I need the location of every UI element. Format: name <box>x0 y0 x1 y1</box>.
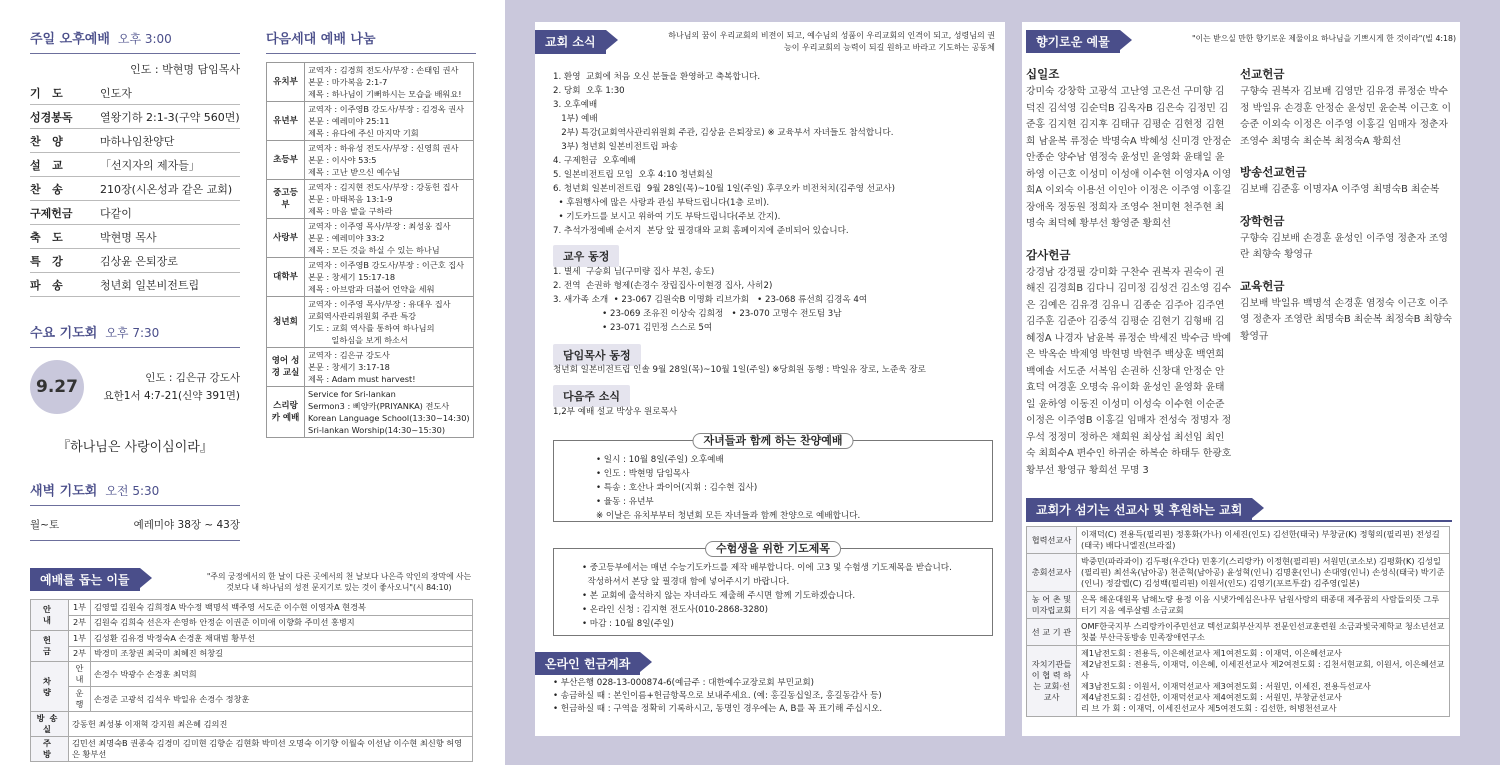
nextgen-line: 본문 : 창세기 15:17-18 <box>308 272 396 282</box>
wednesday-leader: 인도 : 김은규 강도사 <box>145 372 240 384</box>
order-value: 청년회 일본비전트립 <box>100 278 200 292</box>
nextgen-line: 교역자 : 김지현 전도사/부장 : 강동헌 집사 <box>308 182 459 192</box>
nextgen-line: 본문 : 마가복음 2:1-7 <box>308 77 388 87</box>
order-row <box>30 129 240 153</box>
nextgen-title: 다음세대 예배 나눔 <box>266 32 376 47</box>
helpers-category: 주 방 <box>31 737 69 762</box>
family-worship-title: 자녀들과 함께 하는 찬양예배 <box>693 433 854 449</box>
list-item: 3. 오후예배 <box>553 100 598 110</box>
sunday-pm-title: 주일 오후예배 <box>30 32 110 47</box>
dawn-time: 오전 5:30 <box>105 484 160 498</box>
nextgen-line: 일하심을 보게 하소서 <box>308 335 408 345</box>
nextgen-line: 본문 : 예레미야 33:2 <box>308 233 385 243</box>
nextgen-details <box>305 219 474 258</box>
missions-title: 교회가 섬기는 선교사 및 후원하는 교회 <box>1026 498 1252 521</box>
list-item: • 23-069 조유진 이상숙 김희정 • 23-070 고명수 전도팀 3남 <box>553 309 842 319</box>
order-label: 축 도 <box>30 230 63 244</box>
nextgen-dept: 유치부 <box>267 63 305 102</box>
sunday-pm-heading <box>30 28 240 47</box>
order-value: 「선지자의 제자들」 <box>100 158 200 172</box>
offering-heading: 십일조 <box>1026 67 1060 81</box>
nextgen-line: Sermon3 : 삐양카(PRIYANKA) 전도사 <box>308 401 450 411</box>
helpers-names: 김성환 김유경 박정숙A 손경훈 채대범 황부선 <box>91 631 473 647</box>
list-item: 1. 별세 구승회 님(구미량 집사 부친, 송도) <box>553 267 715 277</box>
exam-prayer-box <box>553 542 993 636</box>
helpers-sub: 2부 <box>69 615 91 631</box>
helpers-sub: 1부 <box>69 631 91 647</box>
offering-names: 구향숙 김보배 손경훈 윤성인 이주영 정춘자 조영란 최향숙 황영규 <box>1240 232 1448 260</box>
wednesday-time: 오후 7:30 <box>105 326 160 340</box>
helpers-category: 방송실 <box>31 712 69 737</box>
mission-key: 총회선교사 <box>1027 554 1077 592</box>
offering-group <box>1240 66 1456 150</box>
offering-group <box>1026 247 1232 480</box>
helpers-title: 예배를 돕는 이들 <box>30 568 140 591</box>
nextgen-details <box>305 297 474 348</box>
helpers-sub: 운행 <box>69 687 91 712</box>
pastor-text: 청년회 일본비전트립 인솔 9월 28일(목)~10월 1일(주일) ※당회원 동행 : 박일유 장로, 노준욱 장로 <box>553 365 926 375</box>
mission-row <box>1027 592 1450 619</box>
order-label: 기 도 <box>30 86 63 100</box>
offering-group <box>1240 213 1456 264</box>
list-item: • 본 교회에 출석하지 않는 자녀라도 제출해 주시면 함께 기도하겠습니다. <box>582 591 856 601</box>
nextgen-line: 교역자 : 하유성 전도사/부장 : 신영희 권사 <box>308 143 459 153</box>
helpers-names: 강동헌 최성봉 이재혁 강지원 최은혜 김의진 <box>69 712 473 737</box>
offering-names: 김보배 김준홍 이명자A 이주영 최명숙B 최순복 <box>1240 184 1440 195</box>
offerings-right <box>1240 66 1456 359</box>
nextgen-dept: 청년회 <box>267 297 305 348</box>
mission-key: 선 교 기 관 <box>1027 619 1077 646</box>
list-item: 3부) 청년회 일본비전트립 파송 <box>553 142 678 152</box>
list-item: • 온라인 신청 : 김지현 전도사(010-2868-3280) <box>582 605 768 615</box>
list-item: • 인도 : 박현명 담임목사 <box>596 469 690 479</box>
sunday-pm-section <box>30 28 240 297</box>
order-label: 찬 송 <box>30 182 63 196</box>
list-item: • 마감 : 10월 8일(주일) <box>582 619 674 629</box>
nextgen-line: 교역자 : 김은규 강도사 <box>308 350 390 360</box>
nextgen-row <box>267 63 474 102</box>
mission-key: 농 어 촌 및 미자립교회 <box>1027 592 1077 619</box>
nextgen-details <box>305 102 474 141</box>
order-label: 찬 양 <box>30 134 63 148</box>
nextgen-line: 교역자 : 이주영 목사/부장 : 최성웅 집사 <box>308 221 451 231</box>
list-item: • 헌금하실 때 : 구역을 정확히 기록하시고, 동명인 경우에는 A, B를 꼭 표기해 주십시오. <box>553 704 883 714</box>
mission-row <box>1027 554 1450 592</box>
nextgen-line: Korean Language School(13:30~14:30) <box>308 413 470 423</box>
nextgen-dept: 초등부 <box>267 141 305 180</box>
list-item: • 부산은행 028-13-000874-6(예금주 : 대한예수교장로회 부민교회) <box>553 678 814 688</box>
mission-row <box>1027 619 1450 646</box>
list-item: ※ 이날은 유치부부터 청년회 모든 자녀들과 함께 찬양으로 예배합니다. <box>596 511 861 521</box>
nextgen-dept: 영어 성경 교실 <box>267 348 305 387</box>
nextgen-line: 교역자 : 김경희 전도사/부장 : 손태임 권사 <box>308 65 459 75</box>
list-item: • 일시 : 10월 8일(주일) 오후예배 <box>596 455 724 465</box>
nextgen-line: 본문 : 예레미야 25:11 <box>308 116 390 126</box>
nextgen-dept: 스리랑카 예배 <box>267 387 305 438</box>
helpers-row <box>31 687 473 712</box>
helpers-names: 김민선 최명숙B 권종숙 김경미 김미현 김향순 김현화 박미선 오명숙 이기향 이월숙 이선남 이수현 최신향 허영은 황부선 <box>69 737 473 762</box>
helpers-sub: 안내 <box>69 662 91 687</box>
sunday-pm-order <box>30 81 240 297</box>
order-row <box>30 105 240 129</box>
nextgen-line: 제목 : 모든 것을 하실 수 있는 하나님 <box>308 245 440 255</box>
order-label: 파 송 <box>30 278 63 292</box>
helpers-category: 안 내 <box>31 600 69 631</box>
list-item: • 기도카드를 보시고 위하여 기도 부탁드립니다(주보 간지). <box>553 212 781 222</box>
list-item: • 율동 : 유년부 <box>596 497 654 507</box>
helpers-row <box>31 631 473 647</box>
nextgen-line: 본문 : 마태복음 13:1-9 <box>308 194 393 204</box>
offering-group <box>1240 278 1456 346</box>
helpers-quote: "주의 궁정에서의 한 날이 다른 곳에서의 천 날보다 나은즉 악인의 장막에 사는 것보다 내 하나님의 성전 문지기로 있는 것이 좋사오니"(시 84:10) <box>206 572 472 592</box>
nextgen-line: Sri-lankan Worship(14:30~15:30) <box>308 425 446 435</box>
dawn-days: 월~토 <box>30 519 60 531</box>
offering-heading: 선교헌금 <box>1240 67 1285 81</box>
helpers-row <box>31 600 473 616</box>
order-label: 특 강 <box>30 254 63 268</box>
nextgen-table <box>266 62 474 438</box>
offerings-left <box>1026 66 1232 493</box>
nextgen-line: 제목 : Adam must harvest! <box>308 374 416 384</box>
missions-table <box>1026 526 1450 717</box>
mission-value: 은목 해운대원목 남해노량 용정 이음 시냇가에심은나무 남원사랑의 태종대 제주꿈의 사람들의뜻 그루터기 지음 예루살렘 소금교회 <box>1077 592 1450 619</box>
list-item: 1. 환영 교회에 처음 오신 분들을 환영하고 축복합니다. <box>553 72 761 82</box>
list-item: 4. 구제헌금 오후예배 <box>553 156 636 166</box>
nextgen-dept: 유년부 <box>267 102 305 141</box>
sunday-pm-leader: 인도 : 박현명 담임목사 <box>130 63 240 76</box>
nextgen-line: 교회역사관리위원회 주관 특강 <box>308 311 417 321</box>
nextgen-details <box>305 180 474 219</box>
helpers-row <box>31 662 473 687</box>
list-item: 6. 청년회 일본비전트립 9월 28일(목)~10월 1일(주일) 후쿠오카 비전처치(김주영 선교사) <box>553 184 895 194</box>
nextgen-details <box>305 348 474 387</box>
nextgen-line: 본문 : 창세기 3:17-18 <box>308 362 390 372</box>
nextgen-dept: 사랑부 <box>267 219 305 258</box>
order-label: 구제헌금 <box>30 206 73 220</box>
offering-group <box>1026 66 1232 233</box>
mission-key: 자치기관들이 협 력 하 는 교회·선교사 <box>1027 646 1077 717</box>
offering-heading: 방송선교헌금 <box>1240 165 1307 179</box>
helpers-row <box>31 712 473 737</box>
nextgen-details <box>305 141 474 180</box>
list-item: 1부) 예배 <box>553 114 598 124</box>
nextgen-dept: 대학부 <box>267 258 305 297</box>
order-row <box>30 177 240 201</box>
nextgen-line: 제목 : 마음 밭을 구하라 <box>308 206 393 216</box>
helpers-sub: 1부 <box>69 600 91 616</box>
mission-value: OMF한국지부 스리랑카이주민선교 텍선교회부산지부 전문인선교훈련원 소금과빛국제학교 청소년선교첫불 부산극동방송 민족장애연구소 <box>1077 619 1450 646</box>
order-row <box>30 273 240 297</box>
nextgen-details <box>305 387 474 438</box>
helpers-names: 손경수 박광수 손경훈 최덕희 <box>91 662 473 687</box>
helpers-names: 손경준 고광석 김석우 박일유 손경수 정창훈 <box>91 687 473 712</box>
helpers-sub: 2부 <box>69 646 91 662</box>
staff-list <box>553 265 993 335</box>
list-item: 2. 당회 오후 1:30 <box>553 86 625 96</box>
helpers-names: 박경미 조창권 최국미 최혜진 허창길 <box>91 646 473 662</box>
list-item: 7. 추석가정예배 순서지 본당 앞 필경대와 교회 홈페이지에 준비되어 있습니다. <box>553 226 849 236</box>
news-list <box>553 70 993 238</box>
pastor-title: 담임목사 동정 <box>553 344 641 366</box>
offering-names: 강미숙 강창학 고광석 고난영 고은선 구미향 김덕진 김석영 김순덕B 김옥자B 김은숙 김정민 김준홍 김지현 김지후 김태규 김평순 김현정 김현희 남윤복 류정순 박명숙A 박혜성 신미경 안정순 안종순 양수남 염정숙 윤성민 윤영화 윤태일 윤하영 이근호 이성미 이성애 이수현 이영자A 이영희A 이외숙 이용선 이인아 이정은 이주영 이홍길 장애옥 정동원 정희자 조영수 천미현 천주현 최명숙 최덕혜 황부선 황영준 황희선 <box>1026 86 1232 229</box>
order-value: 마하나임찬양단 <box>100 134 175 148</box>
list-item: • 23-071 김민정 스스로 5여 <box>553 323 713 333</box>
list-item: • 중고등부에서는 매년 수능기도카드를 제작 배부합니다. 이에 고3 및 수험생 기도제목을 받습니다. <box>582 563 952 573</box>
offering-names: 구향숙 권복자 김보배 김영만 김유경 류정순 박수정 박일유 손경훈 안정순 윤성민 윤순복 이근호 이승준 이외숙 이정은 이주영 이홍길 임매자 정춘자 조영수 최명숙 최순복 최정숙A 황희선 <box>1240 86 1452 147</box>
nextgen-row <box>267 348 474 387</box>
nextgen-line: 기도 : 교회 역사를 통하여 하나님의 <box>308 323 435 333</box>
nextgen-row <box>267 141 474 180</box>
order-value: 김상윤 은퇴장로 <box>100 254 178 268</box>
offering-names: 김보배 박일유 백명석 손경훈 염정숙 이근호 이주영 정춘자 조영란 최명숙B 최순복 최정숙B 최향숙 황영규 <box>1240 297 1452 342</box>
offering-group <box>1240 164 1456 199</box>
offering-heading: 감사헌금 <box>1026 247 1071 262</box>
nextgen-line: 제목 : 유다에 주신 마지막 기회 <box>308 128 419 138</box>
family-worship-box <box>553 434 993 522</box>
right-panel <box>1022 22 1460 736</box>
list-item: 2. 전역 손권하 형제(손경수 장립집사·이현경 집사, 사히2) <box>553 281 773 291</box>
nextgen-section <box>266 28 476 438</box>
order-row <box>30 249 240 273</box>
nextgen-dept: 중고등부 <box>267 180 305 219</box>
list-item: • 후원행사에 많은 사랑과 관심 부탁드립니다(1층 로비). <box>553 198 770 208</box>
order-row <box>30 225 240 249</box>
nextgen-row <box>267 180 474 219</box>
helpers-names: 김원숙 김희숙 선은자 손영하 안정순 이권준 이미애 이향화 주미선 홍병지 <box>91 615 473 631</box>
nextgen-line: 본문 : 이사야 53:5 <box>308 155 377 165</box>
list-item: 3. 새가족 소개 • 23-067 김원숙B 이명화 리브가회 • 23-068 류선희 김경옥 4여 <box>553 295 868 305</box>
offerings-quote: "이는 받으실 만한 향기로운 제물이요 하나님을 기쁘시게 한 것이라"(빌 4:18) <box>1192 34 1456 43</box>
nextgen-details <box>305 258 474 297</box>
order-row <box>30 201 240 225</box>
news-motto: 하나님의 꿈이 우리교회의 비전이 되고, 예수님의 성품이 우리교회의 인격이 되고, 성령님의 권능이 우리교회의 능력이 되길 원하고 바라고 기도하는 공동체 <box>668 31 995 52</box>
next-week-text: 1,2부 예배 설교 박상우 원로목사 <box>553 407 678 417</box>
nextgen-row <box>267 102 474 141</box>
nextgen-line: Service for Sri-lankan <box>308 389 396 399</box>
nextgen-line: 제목 : 아브람과 더불어 언약을 세워 <box>308 284 435 294</box>
order-value: 박현명 목사 <box>100 230 157 244</box>
order-value: 열왕기하 2:1-3(구약 560면) <box>100 110 240 124</box>
nextgen-line: 제목 : 고난 받으신 예수님 <box>308 167 401 177</box>
offering-heading: 교육헌금 <box>1240 278 1285 293</box>
exam-prayer-title: 수험생을 위한 기도제목 <box>705 541 841 557</box>
online-list <box>553 677 993 716</box>
list-item: 5. 일본비전트립 모임 오후 4:10 청년회실 <box>553 170 714 180</box>
order-value: 인도자 <box>100 86 132 100</box>
helpers-row <box>31 615 473 631</box>
list-item: • 특송 : 호산나 콰이어(지휘 : 김수현 집사) <box>596 483 758 493</box>
mission-key: 협력선교사 <box>1027 527 1077 554</box>
helpers-category: 헌 금 <box>31 631 69 662</box>
next-week-title: 다음주 소식 <box>553 385 630 407</box>
mission-value: 이재덕(C) 전용득(필리핀) 정홍화(가나) 이세진(인도) 김선한(태국) 부창균(K) 정형의(필리핀) 전성길(태국) 배다니엘진(브라질) <box>1077 527 1450 554</box>
wednesday-date: 9.27 <box>30 360 84 414</box>
list-item: 2부) 특강(교회역사관리위원회 주관, 김상윤 은퇴장로) ※ 교육부서 자녀들도 참석합니다. <box>553 128 894 138</box>
dawn-title: 새벽 기도회 <box>30 484 98 499</box>
offering-heading: 장학헌금 <box>1240 213 1285 228</box>
wednesday-section <box>30 322 240 455</box>
order-value: 210장(시온성과 같은 교회) <box>100 182 233 196</box>
wednesday-scripture: 요한1서 4:7-21(신약 391면) <box>103 390 240 402</box>
middle-panel <box>535 22 1005 736</box>
order-row <box>30 153 240 177</box>
nextgen-line: 교역자 : 이주영 목사/부장 : 유대우 집사 <box>308 299 451 309</box>
mission-value: 박중민(파라과이) 김두평(우간다) 민홍기(스리랑카) 이정현(필리핀) 서원민(코소보) 김평화(K) 김성일(필리핀) 최선옥(남아공) 천준혁(남아공) 윤성혁(인니) 김명훈(인니) 손대영(인니) 손성식(태국) 박기준(인니) 정갈렙(C) 김성백(필리핀) 이원서(인도) 김영기(포르투갈) 김주영(일본) <box>1077 554 1450 592</box>
mission-value: 제1남전도회 : 전용득, 이은혜선교사 제1여전도회 : 이재덕, 이은혜선교사 제2남전도회 : 전용득, 이재덕, 이은혜, 이세진선교사 제2여전도회 : 김천서현교회, 이원서, 이은혜선교사 제3남전도회 : 이원서, 이재덕선교사 제3여전도회 : 서원민, 이세진, 전용득선교사 제4남전도회 : 김선한, 이재덕선교사 제4여전도회 : 서원민, 부창균선교사 리 브 가 회 : 이재덕, 이세진선교사 제5여전도회 : 김선한, 허병천선교사 <box>1077 646 1450 717</box>
helpers-category: 차 량 <box>31 662 69 712</box>
nextgen-details <box>305 63 474 102</box>
helpers-row <box>31 646 473 662</box>
nextgen-row <box>267 387 474 438</box>
order-label: 성경봉독 <box>30 110 73 124</box>
nextgen-line: 제목 : 하나님이 기뻐하시는 모습을 배워요! <box>308 89 462 99</box>
nextgen-row <box>267 219 474 258</box>
wednesday-sermon: 『하나님은 사랑이심이라』 <box>57 440 213 455</box>
dawn-section <box>30 480 240 541</box>
helpers-section <box>30 568 473 762</box>
order-row <box>30 81 240 105</box>
online-title: 온라인 헌금계좌 <box>535 652 640 675</box>
helpers-row <box>31 737 473 762</box>
nextgen-row <box>267 297 474 348</box>
dawn-reading: 예레미야 38장 ~ 43장 <box>133 519 240 531</box>
list-item: • 송금하실 때 : 본인이름+헌금항목으로 보내주세요. (예: 홍길동십일조, 홍길동감사 등) <box>553 691 882 701</box>
staff-title: 교우 동정 <box>553 245 619 267</box>
order-label: 설 교 <box>30 158 63 172</box>
order-value: 다같이 <box>100 206 132 220</box>
offering-names: 강경남 강경필 강미화 구찬수 권복자 권숙이 권해진 김경희B 김다니 김미정 김성건 김소영 김수은 김예은 김유경 김유니 김종순 김주아 김주연 김주훈 김준아 김중석 김평순 김현기 김형배 김혜정A 나경자 남윤복 류정순 박세진 박수금 박예은 박옥순 박제영 박현명 박현주 백상훈 백연희 백예솔 서도준 서복임 손권하 신창대 안정순 안효덕 여경훈 오명숙 유이화 윤성인 윤영화 윤태일 윤하영 이동진 이성미 이성숙 이수현 이순준 이정은 이주영B 이홍길 임매자 전성숙 정명자 정우석 정정미 정하은 채희원 최상섭 최선임 최인숙 최희수A 편수인 하귀순 하복순 하태두 한광호 황부선 황영규 황희선 무명 3 <box>1026 266 1232 476</box>
nextgen-row <box>267 258 474 297</box>
list-item: 작성하셔서 본당 앞 필경대 함에 넣어주시기 바랍니다. <box>582 577 790 587</box>
sunday-pm-time: 오후 3:00 <box>117 32 172 46</box>
wednesday-title: 수요 기도회 <box>30 326 98 341</box>
helpers-names: 김영열 김원숙 김희정A 박수정 백명석 백주영 서도준 이수현 이영자A 현경복 <box>91 600 473 616</box>
offerings-title: 향기로운 예물 <box>1026 30 1120 53</box>
helpers-table <box>30 599 473 762</box>
mission-row <box>1027 646 1450 717</box>
nextgen-line: 교역자 : 이주영B 강도사/부장 : 김경옥 권사 <box>308 104 465 114</box>
news-title: 교회 소식 <box>535 30 606 54</box>
nextgen-line: 교역자 : 이주영B 강도사/부장 : 이근호 집사 <box>308 260 465 270</box>
left-panel <box>0 0 505 765</box>
mission-row <box>1027 527 1450 554</box>
